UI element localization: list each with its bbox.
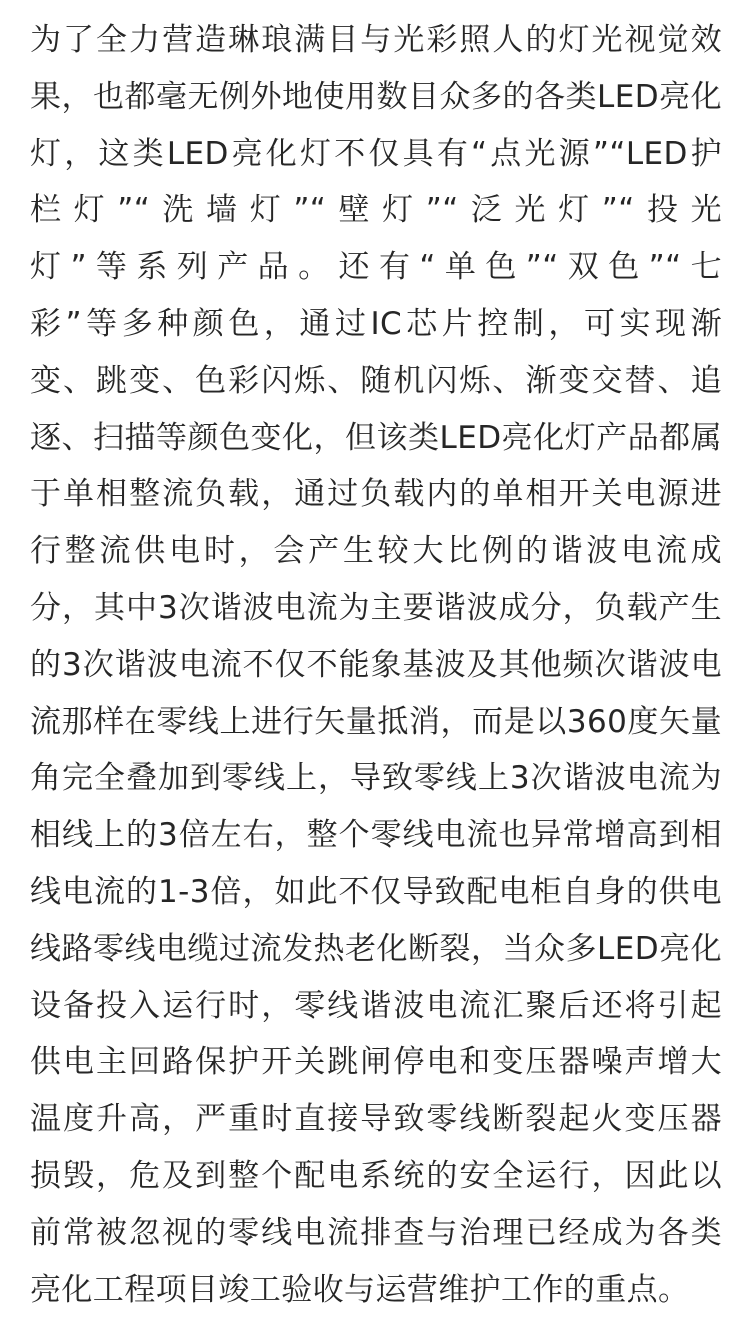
text-line: 损毁，危及到整个配电系统的安全运行，因此以	[30, 1157, 722, 1194]
text-line: 角完全叠加到零线上，导致零线上3次谐波电流为	[30, 760, 722, 797]
article-body	[30, 12, 722, 1318]
text-line: 的3次谐波电流不仅不能象基波及其他频次谐波电	[30, 646, 722, 683]
text-line: 设备投入运行时，零线谐波电流汇聚后还将引起	[30, 987, 722, 1024]
text-line: 行整流供电时，会产生较大比例的谐波电流成	[30, 533, 722, 570]
text-line: 线路零线电缆过流发热老化断裂，当众多LED亮化	[30, 930, 722, 967]
text-line: 灯”等系列产品。还有“单色”“双色”“七	[30, 249, 722, 286]
text-line: 为了全力营造琳琅满目与光彩照人的灯光视觉效	[30, 22, 722, 58]
text-line: 供电主回路保护开关跳闸停电和变压器噪声增大	[30, 1044, 722, 1081]
text-line: 果，也都毫无例外地使用数目众多的各类LED亮化	[30, 78, 722, 115]
text-line: 于单相整流负载，通过负载内的单相开关电源进	[30, 476, 722, 513]
text-line: 相线上的3倍左右，整个零线电流也异常增高到相	[30, 817, 722, 854]
text-line: 分，其中3次谐波电流为主要谐波成分，负载产生	[30, 589, 722, 626]
text-line: 变、跳变、色彩闪烁、随机闪烁、渐变交替、追	[30, 362, 722, 399]
text-line: 栏灯”“洗墙灯”“壁灯”“泛光灯”“投光	[30, 192, 722, 229]
text-line: 前常被忽视的零线电流排查与治理已经成为各类	[30, 1214, 722, 1251]
text-line: 亮化工程项目竣工验收与运营维护工作的重点。	[30, 1271, 690, 1308]
text-line: 线电流的1-3倍，如此不仅导致配电柜自身的供电	[30, 873, 722, 910]
text-line: 灯，这类LED亮化灯不仅具有“点光源”“LED护	[30, 135, 722, 172]
text-line: 温度升高，严重时直接导致零线断裂起火变压器	[30, 1101, 722, 1138]
text-line: 逐、扫描等颜色变化，但该类LED亮化灯产品都属	[30, 419, 722, 456]
text-line: 流那样在零线上进行矢量抵消，而是以360度矢量	[30, 703, 722, 740]
text-line: 彩”等多种颜色，通过IC芯片控制，可实现渐	[30, 305, 722, 342]
